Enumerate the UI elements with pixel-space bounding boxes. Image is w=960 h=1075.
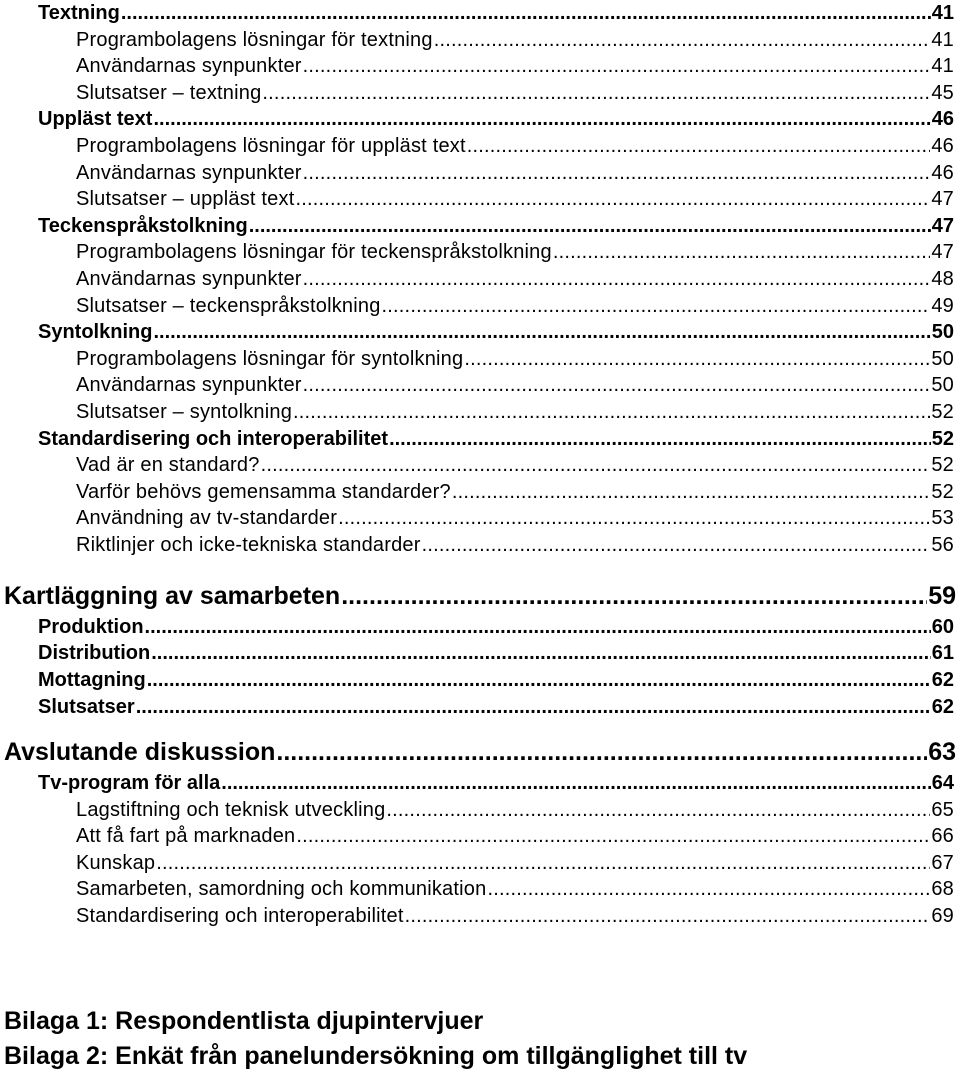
toc-entry-label: Programbolagens lösningar för textning <box>76 29 433 51</box>
toc-entry-page-number: 67 <box>931 852 954 874</box>
dot-leader <box>151 643 931 663</box>
toc-entry-label: Användning av tv-standarder <box>76 507 338 529</box>
toc-entry-label: Slutsatser <box>38 696 135 718</box>
dot-leader <box>303 375 931 395</box>
dot-leader <box>303 56 931 76</box>
dot-leader <box>121 3 931 23</box>
toc-entry-label: Slutsatser – syntolkning <box>76 401 293 423</box>
dot-leader <box>293 402 930 422</box>
dot-leader <box>487 879 930 899</box>
toc-entry-label: Användarnas synpunkter <box>76 268 302 290</box>
dot-leader <box>464 349 930 369</box>
dot-leader <box>434 30 931 50</box>
dot-leader <box>303 163 931 183</box>
toc-entry[interactable] <box>76 163 954 183</box>
toc-entry[interactable] <box>38 643 954 663</box>
toc-entry-label: Lagstiftning och teknisk utveckling <box>76 799 386 821</box>
toc-entry[interactable] <box>76 482 954 502</box>
dot-leader <box>341 584 927 609</box>
toc-entry-label: Slutsatser – textning <box>76 82 262 104</box>
toc-entry-label: Varför behövs gemensamma standarder? <box>76 481 451 503</box>
toc-entry[interactable] <box>38 670 954 690</box>
toc-entry-label: Slutsatser – uppläst text <box>76 188 295 210</box>
toc-entry[interactable] <box>38 429 954 449</box>
toc-entry-page-number: 46 <box>931 135 954 157</box>
toc-entry-page-number: 62 <box>931 696 954 718</box>
dot-leader <box>296 826 930 846</box>
toc-entry-label: Användarnas synpunkter <box>76 374 302 396</box>
toc-entry[interactable] <box>76 375 954 395</box>
toc-entry[interactable] <box>4 584 956 609</box>
toc-entry-label: Produktion <box>38 616 144 638</box>
toc-entry-label: Slutsatser – teckenspråkstolkning <box>76 295 381 317</box>
toc-entry-page-number: 56 <box>931 534 954 556</box>
toc-entry-page-number: 66 <box>931 825 954 847</box>
dot-leader <box>382 296 931 316</box>
dot-leader <box>553 242 931 262</box>
dot-leader <box>338 508 930 528</box>
toc-entry-page-number: 52 <box>931 428 954 450</box>
dot-leader <box>452 482 931 502</box>
toc-entry[interactable] <box>76 30 954 50</box>
dot-leader <box>422 535 931 555</box>
toc-entry-page-number: 41 <box>931 55 954 77</box>
toc-entry-label: Samarbeten, samordning och kommunikation <box>76 878 487 900</box>
toc-entry-page-number: 60 <box>931 616 954 638</box>
toc-entry-page-number: 59 <box>928 582 956 610</box>
toc-entry[interactable] <box>38 216 954 236</box>
toc-entry[interactable] <box>76 853 954 873</box>
dot-leader <box>262 83 930 103</box>
toc-entry[interactable] <box>76 800 954 820</box>
toc-entry[interactable] <box>4 740 956 765</box>
toc-entry[interactable] <box>38 773 954 793</box>
toc-entry-page-number: 52 <box>931 454 954 476</box>
toc-entry-page-number: 62 <box>931 669 954 691</box>
toc-entry[interactable] <box>76 455 954 475</box>
toc-entry[interactable] <box>76 269 954 289</box>
toc-entry[interactable] <box>76 402 954 422</box>
toc-entry[interactable] <box>76 508 954 528</box>
dot-leader <box>386 800 930 820</box>
toc-entry[interactable] <box>38 3 954 23</box>
dot-leader <box>303 269 931 289</box>
toc-entry-label: Att få fart på marknaden <box>76 825 296 847</box>
dot-leader <box>136 697 931 717</box>
toc-entry[interactable] <box>76 189 954 209</box>
toc-entry[interactable] <box>76 56 954 76</box>
dot-leader <box>153 109 930 129</box>
toc-entry[interactable] <box>76 906 954 926</box>
toc-entry-page-number: 69 <box>931 905 954 927</box>
toc-entry-page-number: 41 <box>931 2 954 24</box>
toc-entry[interactable] <box>76 296 954 316</box>
dot-leader <box>145 617 931 637</box>
toc-entry-page-number: 46 <box>931 162 954 184</box>
toc-entry-page-number: 52 <box>931 401 954 423</box>
toc-entry-page-number: 65 <box>931 799 954 821</box>
toc-entry-page-number: 53 <box>931 507 954 529</box>
toc-entry-label: Syntolkning <box>38 321 153 343</box>
dot-leader <box>147 670 931 690</box>
dot-leader <box>467 136 931 156</box>
dot-leader <box>389 429 931 449</box>
toc-entry[interactable] <box>38 322 954 342</box>
toc-entry[interactable] <box>38 617 954 637</box>
toc-entry-page-number: 48 <box>931 268 954 290</box>
toc-entry[interactable] <box>38 109 954 129</box>
toc-entry-label: Avslutande diskussion <box>4 738 276 766</box>
dot-leader <box>153 322 930 342</box>
toc-entry-page-number: 52 <box>931 481 954 503</box>
toc-entry-page-number: 46 <box>931 108 954 130</box>
toc-entry-label: Programbolagens lösningar för syntolkning <box>76 348 464 370</box>
toc-entry[interactable] <box>38 697 954 717</box>
toc-entry-page-number: 47 <box>931 188 954 210</box>
toc-entry-label: Standardisering och interoperabilitet <box>38 428 389 450</box>
toc-entry-label: Programbolagens lösningar för teckenspråkstolkning <box>76 241 552 263</box>
toc-entry-label: Teckenspråkstolkning <box>38 215 248 237</box>
toc-entry[interactable] <box>76 242 954 262</box>
toc-entry-label: Användarnas synpunkter <box>76 55 302 77</box>
toc-entry[interactable] <box>76 83 954 103</box>
toc-entry-label: Mottagning <box>38 669 146 691</box>
toc-entry-page-number: 64 <box>931 772 954 794</box>
toc-entry-label: Standardisering och interoperabilitet <box>76 905 404 927</box>
toc-entry-page-number: 47 <box>931 215 954 237</box>
toc-entry-label: Uppläst text <box>38 108 153 130</box>
toc-entry[interactable] <box>76 136 954 156</box>
dot-leader <box>276 740 927 765</box>
dot-leader <box>295 189 930 209</box>
dot-leader <box>249 216 931 236</box>
toc-entry-label: Riktlinjer och icke-tekniska standarder <box>76 534 421 556</box>
toc-entry-label: Textning <box>38 2 120 24</box>
toc-entry-label: Kunskap <box>76 852 156 874</box>
dot-leader <box>261 455 931 475</box>
appendix-1: Bilaga 1: Respondentlista djupintervjuer <box>4 1007 484 1035</box>
toc-entry[interactable] <box>76 826 954 846</box>
toc-entry-page-number: 50 <box>931 348 954 370</box>
toc-entry-page-number: 45 <box>931 82 954 104</box>
toc-entry-label: Kartläggning av samarbeten <box>4 582 341 610</box>
toc-entry-label: Distribution <box>38 642 151 664</box>
toc-entry-page-number: 49 <box>931 295 954 317</box>
toc-entry-page-number: 50 <box>931 374 954 396</box>
toc-entry-page-number: 68 <box>931 878 954 900</box>
toc-entry-label: Vad är en standard? <box>76 454 260 476</box>
toc-entry-label: Användarnas synpunkter <box>76 162 302 184</box>
toc-entry-page-number: 63 <box>928 738 956 766</box>
toc-entry-page-number: 47 <box>931 241 954 263</box>
toc-entry-label: Programbolagens lösningar för uppläst text <box>76 135 466 157</box>
toc-entry[interactable] <box>76 879 954 899</box>
toc-entry[interactable] <box>76 349 954 369</box>
toc-entry-label: Tv-program för alla <box>38 772 221 794</box>
toc-entry-page-number: 61 <box>931 642 954 664</box>
toc-entry-page-number: 41 <box>931 29 954 51</box>
toc-entry-page-number: 50 <box>931 321 954 343</box>
dot-leader <box>405 906 931 926</box>
toc-entry[interactable] <box>76 535 954 555</box>
appendix-2: Bilaga 2: Enkät från panelundersökning om tillgänglighet till tv <box>4 1042 748 1070</box>
dot-leader <box>156 853 930 873</box>
dot-leader <box>221 773 930 793</box>
